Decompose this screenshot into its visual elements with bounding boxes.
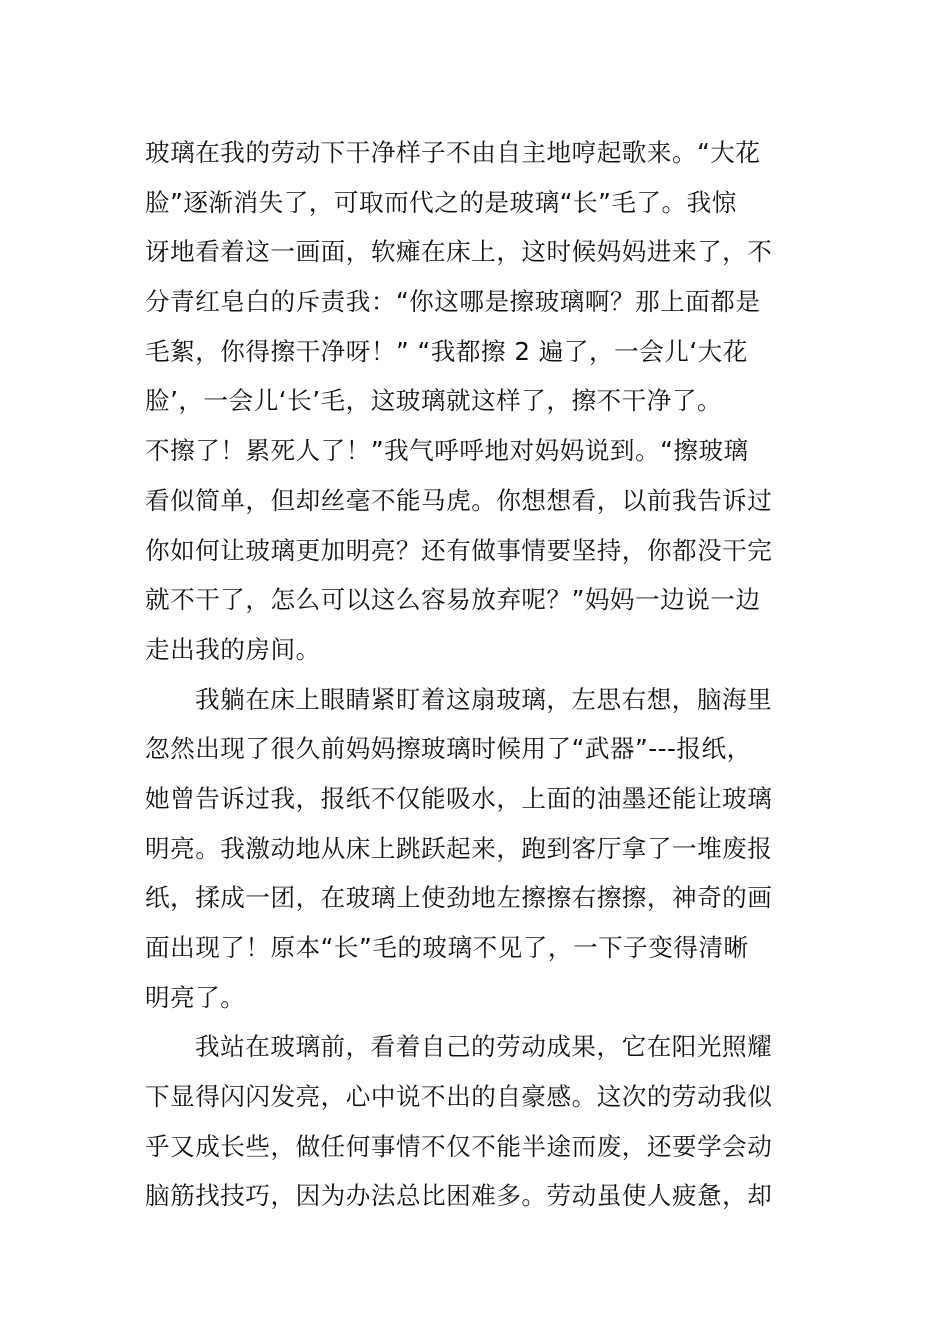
paragraph-start-line: 我躺在床上眼睛紧盯着这扇玻璃，左思右想，脑海里 — [195, 684, 773, 714]
text-line: 分青红皂白的斥责我：“你这哪是擦玻璃啊？那上面都是 — [145, 287, 761, 317]
text-line: 脸”逐渐消失了，可取而代之的是玻璃“长”毛了。我惊 — [145, 187, 737, 217]
text-line: 乎又成长些，做任何事情不仅不能半途而废，还要学会动 — [145, 1131, 773, 1161]
text-line: 走出我的房间。 — [145, 634, 321, 664]
text-line: 你如何让玻璃更加明亮？还有做事情要坚持，你都没干完 — [145, 535, 773, 565]
text-line: 面出现了！原本“长”毛的玻璃不见了，一下子变得清晰 — [145, 933, 749, 962]
text-line: 就不干了，怎么可以这么容易放弃呢？”妈妈一边说一边 — [145, 585, 761, 615]
text-line: 脸’，一会儿‘长’毛，这玻璃就这样了，擦不干净了。 — [145, 386, 723, 416]
text-line: 玻璃在我的劳动下干净样子不由自主地哼起歌来。“大花 — [145, 138, 761, 167]
text-line: 毛絮，你得擦干净呀！” “我都擦 2 遍了，一会儿‘大花 — [145, 336, 748, 366]
text-line: 纸，揉成一团，在玻璃上使劲地左擦擦右擦擦，神奇的画 — [145, 883, 773, 913]
text-line: 忽然出现了很久前妈妈擦玻璃时候用了“武器”---报纸， — [145, 734, 752, 764]
text-line: 明亮了。 — [145, 982, 246, 1012]
text-line: 讶地看着这一画面，软瘫在床上，这时候妈妈进来了，不 — [145, 237, 773, 267]
text-line: 不擦了！累死人了！”我气呼呼地对妈妈说到。“擦玻璃 — [145, 436, 749, 466]
text-line: 她曾告诉过我，报纸不仅能吸水，上面的油墨还能让玻璃 — [145, 783, 773, 813]
paragraph-start-line: 我站在玻璃前，看着自己的劳动成果，它在阳光照耀 — [195, 1032, 773, 1062]
essay-body — [145, 128, 807, 1221]
text-line: 脑筋找技巧，因为办法总比困难多。劳动虽使人疲惫，却 — [145, 1181, 773, 1211]
text-line: 看似简单，但却丝毫不能马虎。你想想看，以前我告诉过 — [145, 485, 773, 515]
text-line: 明亮。我激动地从床上跳跃起来，跑到客厅拿了一堆废报 — [145, 833, 773, 863]
text-line: 下显得闪闪发亮，心中说不出的自豪感。这次的劳动我似 — [145, 1082, 773, 1112]
